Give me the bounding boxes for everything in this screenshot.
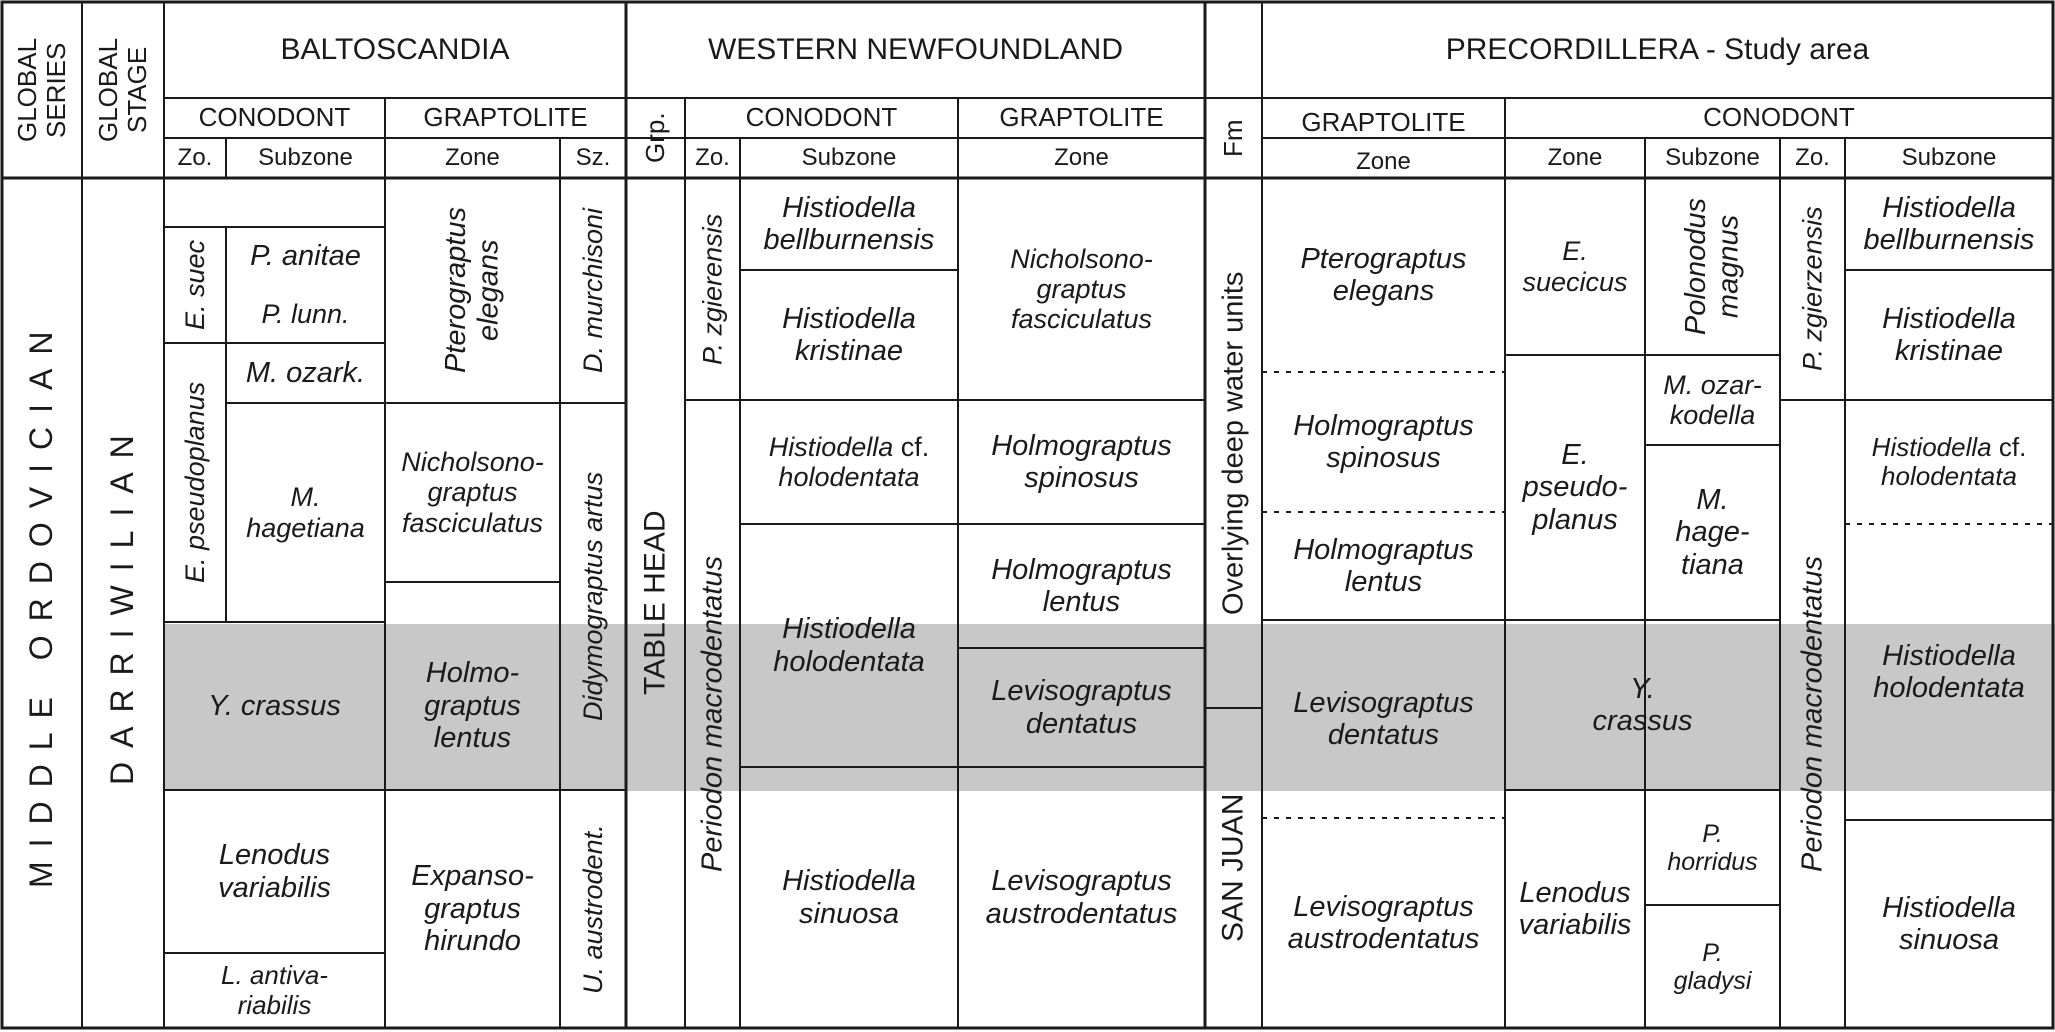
prec-zo-header: Zo.	[1795, 143, 1830, 171]
fm-overlying-deep-water-units: Overlying deep water units	[1217, 271, 1250, 615]
nfld-zone-header: Zone	[1054, 143, 1109, 171]
fm-san-juan: SAN JUAN	[1216, 793, 1250, 943]
balto-sz-header: Sz.	[575, 143, 611, 171]
prec-subzone-polonodus-magnus-label: Polonodus magnus	[1680, 197, 1745, 336]
prec-subzone-p-horridus: P. horridus	[1667, 819, 1758, 876]
prec-zone-e-suecicus: E. suecicus	[1522, 236, 1628, 297]
nfld-grapt-levisograptus-austrodentatus: Levisograptus austrodentatus	[985, 865, 1178, 930]
nfld-histiodella-word: Histiodella	[768, 431, 894, 462]
prec-zone-periodon-macrodentatus: Periodon macrodentatus	[1796, 556, 1829, 872]
balto-subzone-m-ozark: M. ozark.	[245, 356, 366, 389]
prec-histiodella-word: Histiodella	[1871, 431, 1992, 462]
darriwilian-stage: DARRIWILIAN	[104, 421, 141, 785]
prec-subzone-p-gladysi: P. gladysi	[1673, 938, 1752, 995]
prec-zone-p-zgierzensis: P. zgierzensis	[1797, 206, 1828, 372]
prec-subzone-h-kristinae: Histiodella kristinae	[1882, 302, 2016, 367]
balto-zone-e-suec: E. suec	[179, 239, 210, 331]
nfld-zo-header: Zo.	[695, 143, 730, 171]
prec-subzone-m-ozarkodella: M. ozar- kodella	[1663, 369, 1762, 430]
nfld-zone-periodon-macrodentatus: Periodon macrodentatus	[696, 556, 729, 872]
baltoscandia-header: BALTOSCANDIA	[280, 33, 510, 67]
table-head-group: TABLE HEAD	[638, 510, 672, 696]
prec-grapt-holmograptus-lentus: Holmograptus lentus	[1293, 533, 1474, 598]
prec-subzone-h-holodentata: Histiodella holodentata	[1873, 639, 2025, 704]
middle-ordovician-series: MIDDLE ORDOVICIAN	[23, 317, 60, 889]
balto-zone-y-crassus: Y. crassus	[208, 689, 341, 722]
prec-holodentata-word: holodentata	[1881, 461, 2017, 491]
nfld-zone-p-zgierensis: P. zgierensis	[697, 213, 728, 365]
prec-zone-header: Zone	[1547, 143, 1603, 171]
prec-subzone-header: Subzone	[1665, 143, 1760, 171]
balto-grapt-pterograptus-elegans	[385, 178, 560, 403]
balto-sz-u-austrodent: U. austrodent.	[577, 824, 608, 994]
prec-subzone-cf-holodentata-text	[1872, 433, 2027, 491]
prec-grapt-zone-header: Zone	[1356, 147, 1411, 175]
prec-subzone-h-cf-holodentata	[1845, 400, 2053, 524]
balto-zo-header: Zo.	[177, 143, 213, 171]
balto-conodont-header: CONODONT	[198, 102, 351, 133]
prec-grapt-levisograptus-dentatus: Levisograptus dentatus	[1293, 686, 1474, 751]
prec-conodont-header: CONODONT	[1703, 102, 1855, 133]
balto-zone-lenodus-variabilis: Lenodus variabilis	[218, 839, 331, 904]
prec-zone-y-crassus: Y. crassus	[1592, 672, 1693, 737]
balto-grapt-holmograptus-lentus: Holmo- graptus lentus	[424, 657, 521, 755]
nfld-subzone-header: Subzone	[801, 143, 897, 171]
balto-grapt-pterograptus-elegans-label: Pterograptus elegans	[440, 207, 505, 374]
balto-subzone-m-hagetiana: M. hagetiana	[246, 482, 365, 543]
prec-zone-lenodus-variabilis: Lenodus variabilis	[1518, 876, 1632, 941]
prec-grapt-pterograptus-elegans: Pterograptus elegans	[1300, 242, 1467, 307]
nfld-grapt-holmograptus-spinosus: Holmograptus spinosus	[991, 429, 1172, 494]
grp-header: Grp.	[639, 112, 670, 164]
nfld-subzone-cf-holodentata-text	[769, 432, 930, 492]
nfld-subzone-h-kristinae: Histiodella kristinae	[782, 302, 916, 367]
balto-sz-d-murchisoni: D. murchisoni	[577, 207, 608, 374]
nfld-conodont-header: CONODONT	[745, 102, 898, 133]
prec-subzone-h-sinuosa: Histiodella sinuosa	[1882, 891, 2016, 956]
nfld-subzone-h-bellburnensis: Histiodella bellburnensis	[763, 191, 935, 256]
balto-zone-header: Zone	[445, 143, 500, 171]
balto-sz-didymograptus-artus: Didymograptus artus	[577, 471, 608, 722]
global-series-header: GLOBAL SERIES	[11, 37, 71, 143]
nfld-subzone-h-sinuosa: Histiodella sinuosa	[782, 865, 916, 930]
nfld-subzone-h-cf-holodentata	[740, 400, 958, 524]
prec-grapt-holmograptus-spinosus: Holmograptus spinosus	[1293, 409, 1474, 474]
global-stage-header: GLOBAL STAGE	[92, 37, 152, 143]
prec-subzone-b-header: Subzone	[1901, 143, 1997, 171]
prec-subzone-h-bellburnensis: Histiodella bellburnensis	[1863, 191, 2035, 256]
precordillera-header: PRECORDILLERA - Study area	[1445, 33, 1870, 67]
nfld-holodentata-word: holodentata	[778, 462, 920, 492]
balto-subzone-p-lunn: P. lunn.	[261, 298, 350, 329]
balto-grapt-nicholsonograptus: Nicholsono- graptus fasciculatus	[401, 447, 544, 538]
nfld-graptolite-header: GRAPTOLITE	[999, 102, 1164, 133]
western-newfoundland-header: WESTERN NEWFOUNDLAND	[707, 33, 1123, 67]
balto-subzone-p-anitae: P. anitae	[250, 239, 361, 272]
prec-subzone-polonodus-magnus	[1645, 178, 1780, 355]
nfld-cf-word: cf.	[900, 431, 930, 462]
balto-grapt-expansograptus-hirundo: Expanso- graptus hirundo	[411, 860, 534, 958]
balto-subzone-header: Subzone	[258, 143, 353, 171]
nfld-grapt-holmograptus-lentus: Holmograptus lentus	[991, 553, 1172, 618]
prec-cf-word: cf.	[1998, 431, 2027, 462]
fm-header: Fm	[1217, 119, 1248, 157]
balto-graptolite-header: GRAPTOLITE	[423, 102, 588, 133]
prec-subzone-m-hagetiana: M. hage- tiana	[1675, 483, 1750, 581]
nfld-subzone-h-holodentata: Histiodella holodentata	[773, 613, 925, 678]
prec-grapt-levisograptus-austrodentatus: Levisograptus austrodentatus	[1287, 890, 1480, 955]
balto-zone-l-antivariabilis: L. antiva- riabilis	[221, 960, 328, 1020]
prec-graptolite-header: GRAPTOLITE	[1301, 107, 1466, 138]
prec-zone-e-pseudoplanus: E. pseudo- planus	[1522, 438, 1628, 536]
balto-zone-e-pseudoplanus: E. pseudoplanus	[179, 381, 210, 584]
nfld-grapt-nicholsonograptus: Nicholsono- graptus fasciculatus	[1010, 243, 1153, 335]
nfld-grapt-levisograptus-dentatus: Levisograptus dentatus	[991, 675, 1172, 740]
